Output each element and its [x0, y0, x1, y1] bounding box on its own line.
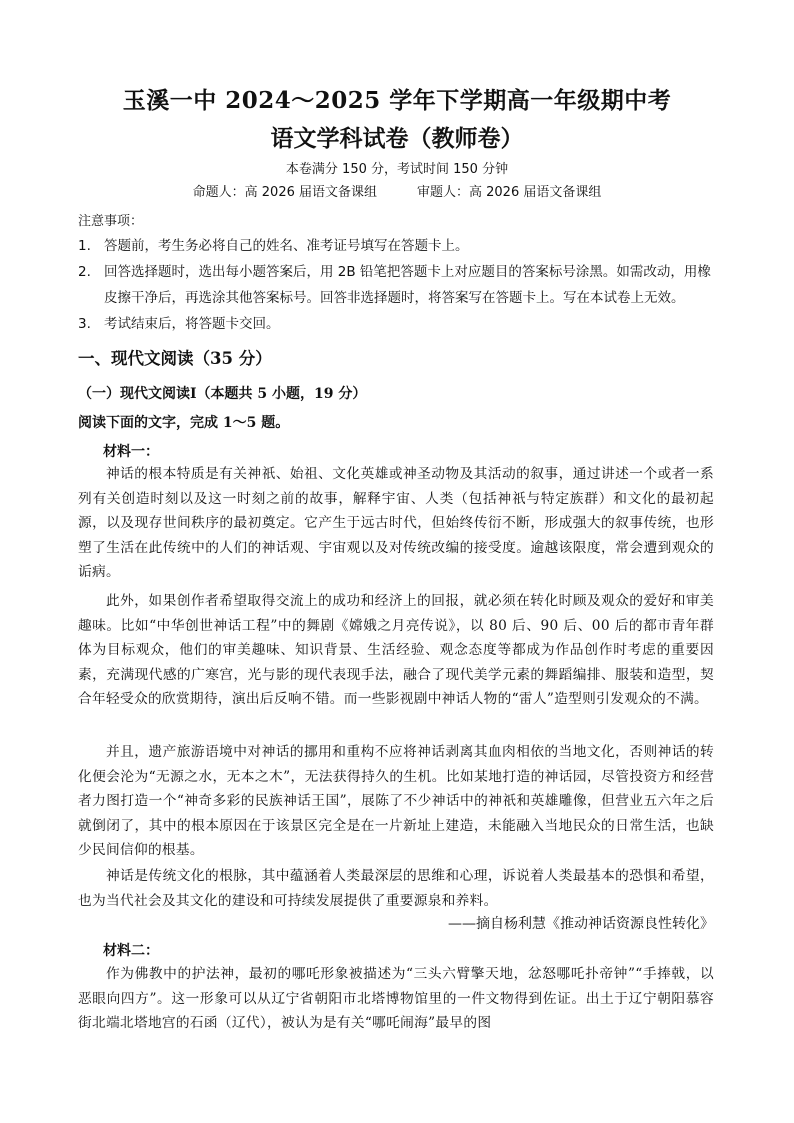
- material1-paragraph: 神话是传统文化的根脉，其中蕴涵着人类最深层的思维和心理，诉说着人类最基本的恐惧和希望，也为当代社会及其文化的建设和可持续发展提供了重要源泉和养料。: [78, 868, 714, 909]
- notice-item: [78, 311, 718, 337]
- notice-heading: 注意事项：: [78, 214, 144, 229]
- section-title: 一、现代文阅读（35 分）: [78, 349, 272, 368]
- reading-instruction: 阅读下面的文字，完成 1～5 题。: [78, 415, 290, 431]
- notice-item: [78, 233, 718, 259]
- material2-label: 材料二：: [103, 943, 159, 959]
- exam-title-line1: 玉溪一中 2024～2025 学年下学期高一年级期中考: [122, 87, 672, 114]
- notice-item: [78, 259, 718, 311]
- notice-item-number: 3.: [78, 316, 91, 332]
- material1-paragraph: 此外，如果创作者希望取得交流上的成功和经济上的回报，就必须在转化时顾及观众的爱好和审美趣味。比如“中华创世神话工程”中的舞剧《嫦娥之月亮传说》，以 80 后、90 后、00 后的都市青年群体为目标观众，他们的审美趣味、知识背景、生活经验、观念态度等都成为作品创作时考虑的重要因素，充满现代感的广寒宫，光与影的现代表现手法，融合了现代美学元素的舞蹈编排、服装和造型，契合年轻受众的欣赏期待，演出后反响不错。而一些影视剧中神话人物的“雷人”造型则引发观众的不满。: [78, 593, 714, 708]
- author-info: [0, 181, 794, 200]
- notice-item-number: 2.: [78, 264, 91, 280]
- notice-item-text: 回答选择题时，选出每小题答案后，用 2B 铅笔把答题卡上对应题目的答案标号涂黑。如需改动，用橡皮擦干净后，再选涂其他答案标号。回答非选择题时，将答案写在答题卡上。写在本试卷上无效。: [104, 264, 711, 306]
- notice-item-text: 考试结束后，将答题卡交回。: [104, 316, 280, 332]
- material1-source: ——摘自杨利慧《推动神话资源良性转化》: [448, 916, 714, 932]
- reviewer-info: 审题人：高 2026 届语文备课组: [417, 185, 602, 200]
- notice-item-text: 答题前，考生务必将自己的姓名、准考证号填写在答题卡上。: [104, 238, 469, 254]
- exam-title-line2: 语文学科试卷（教师卷）: [270, 125, 524, 152]
- material1-label: 材料一：: [103, 444, 159, 460]
- subsection-title: （一）现代文阅读Ⅰ（本题共 5 小题，19 分）: [78, 386, 367, 402]
- material2-paragraph: 作为佛教中的护法神，最初的哪吒形象被描述为“三头六臂擎天地，忿怒哪吒扑帝钟”“手捧戟，以恶眼向四方”。这一形象可以从辽宁省朝阳市北塔博物馆里的一件文物得到佐证。出土于辽宁朝阳慕容街北端北塔地宫的石函（辽代），被认为是有关“哪吒闹海”最早的图: [78, 966, 714, 1032]
- material1-paragraph: 并且，遗产旅游语境中对神话的挪用和重构不应将神话剥离其血肉相依的当地文化，否则神话的转化便会沦为“无源之水，无本之木”，无法获得持久的生机。比如某地打造的神话园，尽管投资方和经营者力图打造一个“神奇多彩的民族神话王国”，展陈了不少神话中的神祇和英雄雕像，但营业五六年之后就倒闭了，其中的根本原因在于该景区完全是在一片新址上建造，未能融入当地民众的日常生活，也缺少民间信仰的根基。: [78, 744, 714, 859]
- material1-paragraph: 神话的根本特质是有关神祇、始祖、文化英雄或神圣动物及其活动的叙事，通过讲述一个或者一系列有关创造时刻以及这一时刻之前的故事，解释宇宙、人类（包括神祇与特定族群）和文化的最初起源，以及现存世间秩序的最初奠定。它产生于远古时代，但始终传衍不断，形成强大的叙事传统，也形塑了生活在此传统中的人们的神话观、宇宙观以及对传统改编的接受度。逾越该限度，常会遭到观众的诟病。: [78, 466, 714, 581]
- setter-info: 命题人：高 2026 届语文备课组: [192, 185, 377, 200]
- notice-item-number: 1.: [78, 238, 91, 254]
- score-time-info: 本卷满分 150 分，考试时间 150 分钟: [285, 162, 509, 177]
